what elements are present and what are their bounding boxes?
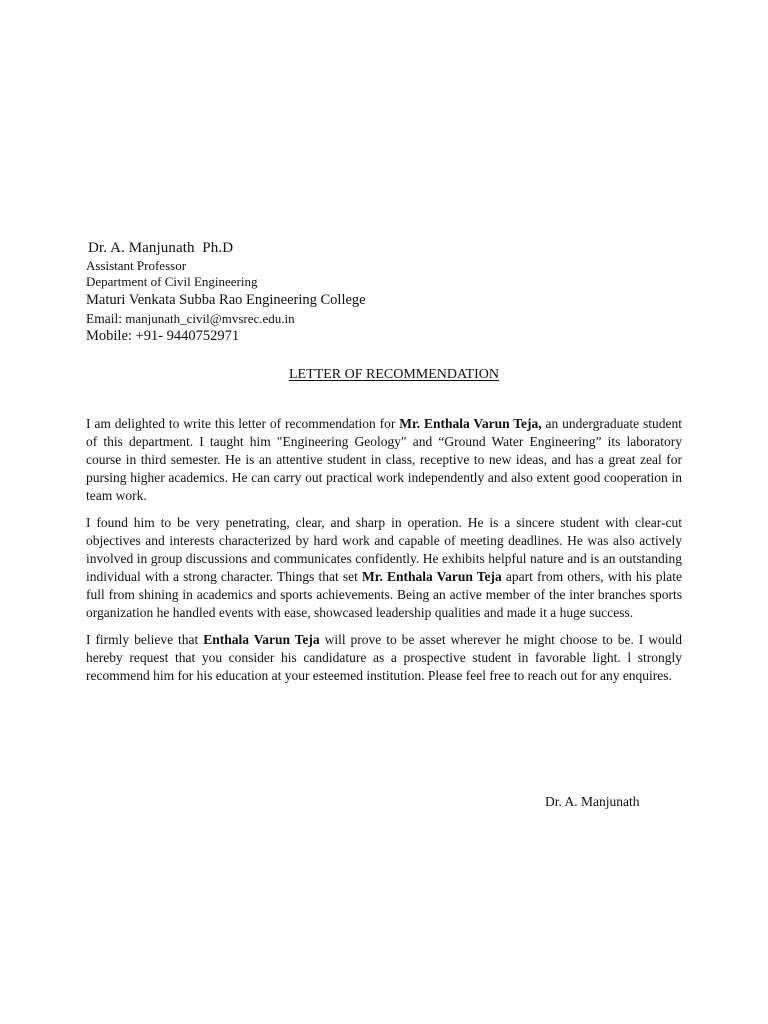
student-name-bold: Mr. Enthala Varun Teja	[361, 569, 502, 584]
paragraph-1-text-a: I am delighted to write this letter of recommendation for	[86, 416, 400, 431]
paragraph-2-text-a: I found him to be very penetrating, clear, and sharp in operation. He is a sincere student with clear-cut objectives and interests characterized by hard work and capable of meeting deadlines. He was also actively involved in group discussions and communicates confidently. He exhibits helpful nature and is an outstanding individual with a strong character. Things that set	[86, 515, 682, 584]
author-email: manjunath_civil@mvsrec.edu.in	[125, 311, 295, 326]
paragraph-3-text-a: I firmly believe that	[86, 632, 204, 647]
paragraph-2	[86, 514, 682, 622]
paragraph-3	[86, 631, 682, 685]
paragraph-1-text-c: an undergraduate student of this department. I taught him "Engineering Geology" and “Ground Water Engineering” its laboratory course in third semester. He is an attentive student in class, receptive to new ideas, and has a great zeal for pursing higher academics. He can carry out practical work independently and also extent good cooperation in team work.	[86, 416, 682, 503]
author-college: Maturi Venkata Subba Rao Engineering College	[86, 292, 366, 308]
author-name: Dr. A. Manjunath	[88, 240, 195, 256]
student-name-bold: Enthala Varun Teja	[203, 632, 320, 647]
author-name-line	[88, 238, 686, 258]
author-email-line	[86, 310, 686, 327]
paragraph-2-text-c: apart from others, with his plate full from shining in academics and sports achievements. Being an active member of the inter branches sports organization he handled events with ease, showcased leadership qualities and made it a huge success.	[86, 569, 682, 620]
student-name-bold: Mr. Enthala Varun Teja,	[399, 416, 542, 431]
letterhead	[86, 238, 686, 346]
author-degree: Ph.D	[202, 240, 234, 256]
letter-title: LETTER OF RECOMMENDATION	[289, 367, 499, 382]
author-position: Assistant Professor	[86, 258, 187, 273]
author-mobile-line	[86, 327, 686, 346]
author-department: Department of Civil Engineering	[86, 274, 258, 289]
mobile-label: Mobile:	[86, 328, 132, 344]
letter-body	[86, 415, 682, 685]
paragraph-3-text-c: will prove to be asset wherever he might choose to be. I would hereby request that you consider his candidature as a prospective student in favorable light. l strongly recommend him for his education at your esteemed institution. Please feel free to reach out for any enquires.	[86, 632, 682, 683]
signature: Dr. A. Manjunath	[545, 794, 640, 809]
author-mobile: +91- 9440752971	[135, 328, 240, 344]
email-label: Email:	[86, 311, 122, 326]
paragraph-1	[86, 415, 682, 505]
